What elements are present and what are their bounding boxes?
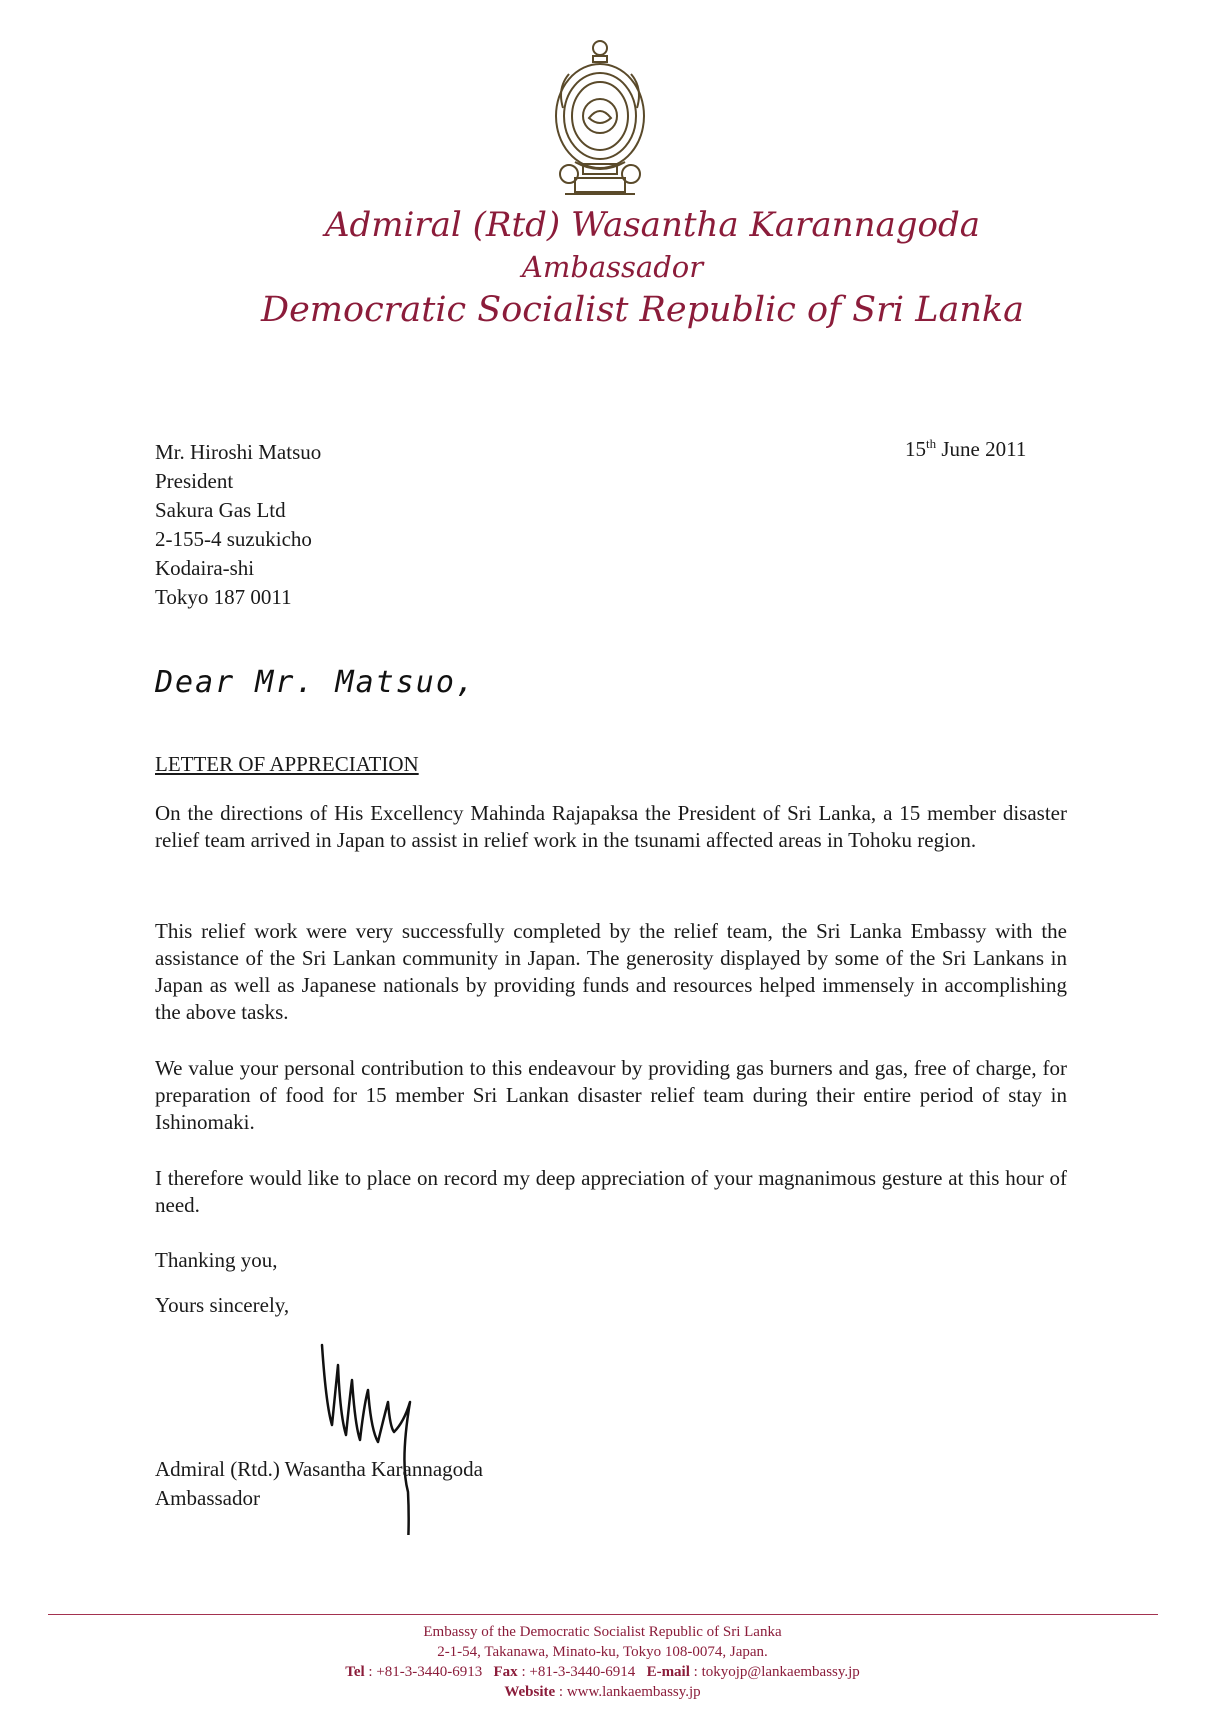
date-day: 15 [905, 437, 926, 461]
address-line: President [155, 469, 234, 493]
recipient-address [155, 438, 321, 612]
footer-contact: Tel : +81-3-3440-6913 Fax : +81-3-3440-6914 E-mail : tokyojp@lankaembassy.jp [345, 1664, 860, 1680]
handwritten-salutation: Dear Mr. Matsuo, [155, 665, 476, 700]
address-line: Tokyo 187 0011 [155, 585, 292, 609]
body-paragraph: We value your personal contribution to this endeavour by providing gas burners and gas, free of charge, for preparation of food for 15 member Sri Lankan disaster relief team during their entire period of stay in Ishinomaki. [155, 1056, 1067, 1134]
letter-heading: LETTER OF APPRECIATION [155, 752, 419, 776]
signer-title: Ambassador [155, 1486, 260, 1510]
address-line: Kodaira-shi [155, 556, 255, 580]
letterhead-country: Democratic Socialist Republic of Sri Lanka [261, 290, 1024, 330]
footer-address: 2-1-54, Takanawa, Minato-ku, Tokyo 108-0074, Japan. [437, 1644, 768, 1660]
signer-name: Admiral (Rtd.) Wasantha Karannagoda [155, 1457, 483, 1481]
tel-value: +81-3-3440-6913 [376, 1664, 483, 1680]
body-paragraph: This relief work were very successfully completed by the relief team, the Sri Lanka Embassy with the assistance of the Sri Lankan community in Japan. The generosity displayed by some of the Sri Lankans in Japan as well as Japanese nationals by providing funds and resources helped immensely in accomplishing the above tasks. [155, 919, 1067, 1024]
letterhead-name: Admiral (Rtd) Wasantha Karannagoda [324, 205, 981, 245]
fax-value: +81-3-3440-6914 [529, 1664, 636, 1680]
body-paragraph: On the directions of His Excellency Mahinda Rajapaksa the President of Sri Lanka, a 15 member disaster relief team arrived in Japan to assist in relief work in the tsunami affected areas in Tohoku region. [155, 801, 1067, 852]
footer-website: Website : www.lankaembassy.jp [504, 1684, 701, 1700]
date-rest: June 2011 [941, 437, 1027, 461]
fax-label: Fax [493, 1664, 518, 1680]
address-line: 2-155-4 suzukicho [155, 527, 312, 551]
website-value: www.lankaembassy.jp [566, 1684, 701, 1700]
closing-sign-off: Yours sincerely, [155, 1293, 290, 1317]
sri-lanka-emblem-icon [545, 38, 655, 202]
signer-block [155, 1455, 483, 1513]
email-label: E-mail [646, 1664, 690, 1680]
letter-date [905, 436, 1026, 462]
date-suffix: th [926, 436, 937, 451]
address-line: Mr. Hiroshi Matsuo [155, 440, 322, 464]
tel-label: Tel [345, 1664, 365, 1680]
address-line: Sakura Gas Ltd [155, 498, 286, 522]
email-value: tokyojp@lankaembassy.jp [701, 1664, 860, 1680]
letterhead-title: Ambassador [521, 250, 704, 284]
closing-thanks: Thanking you, [155, 1248, 278, 1272]
body-paragraph: I therefore would like to place on record my deep appreciation of your magnanimous gesture at this hour of need. [155, 1166, 1067, 1217]
website-label: Website [504, 1684, 556, 1700]
footer-divider [48, 1614, 1158, 1615]
footer-embassy-name: Embassy of the Democratic Socialist Republic of Sri Lanka [423, 1624, 782, 1640]
